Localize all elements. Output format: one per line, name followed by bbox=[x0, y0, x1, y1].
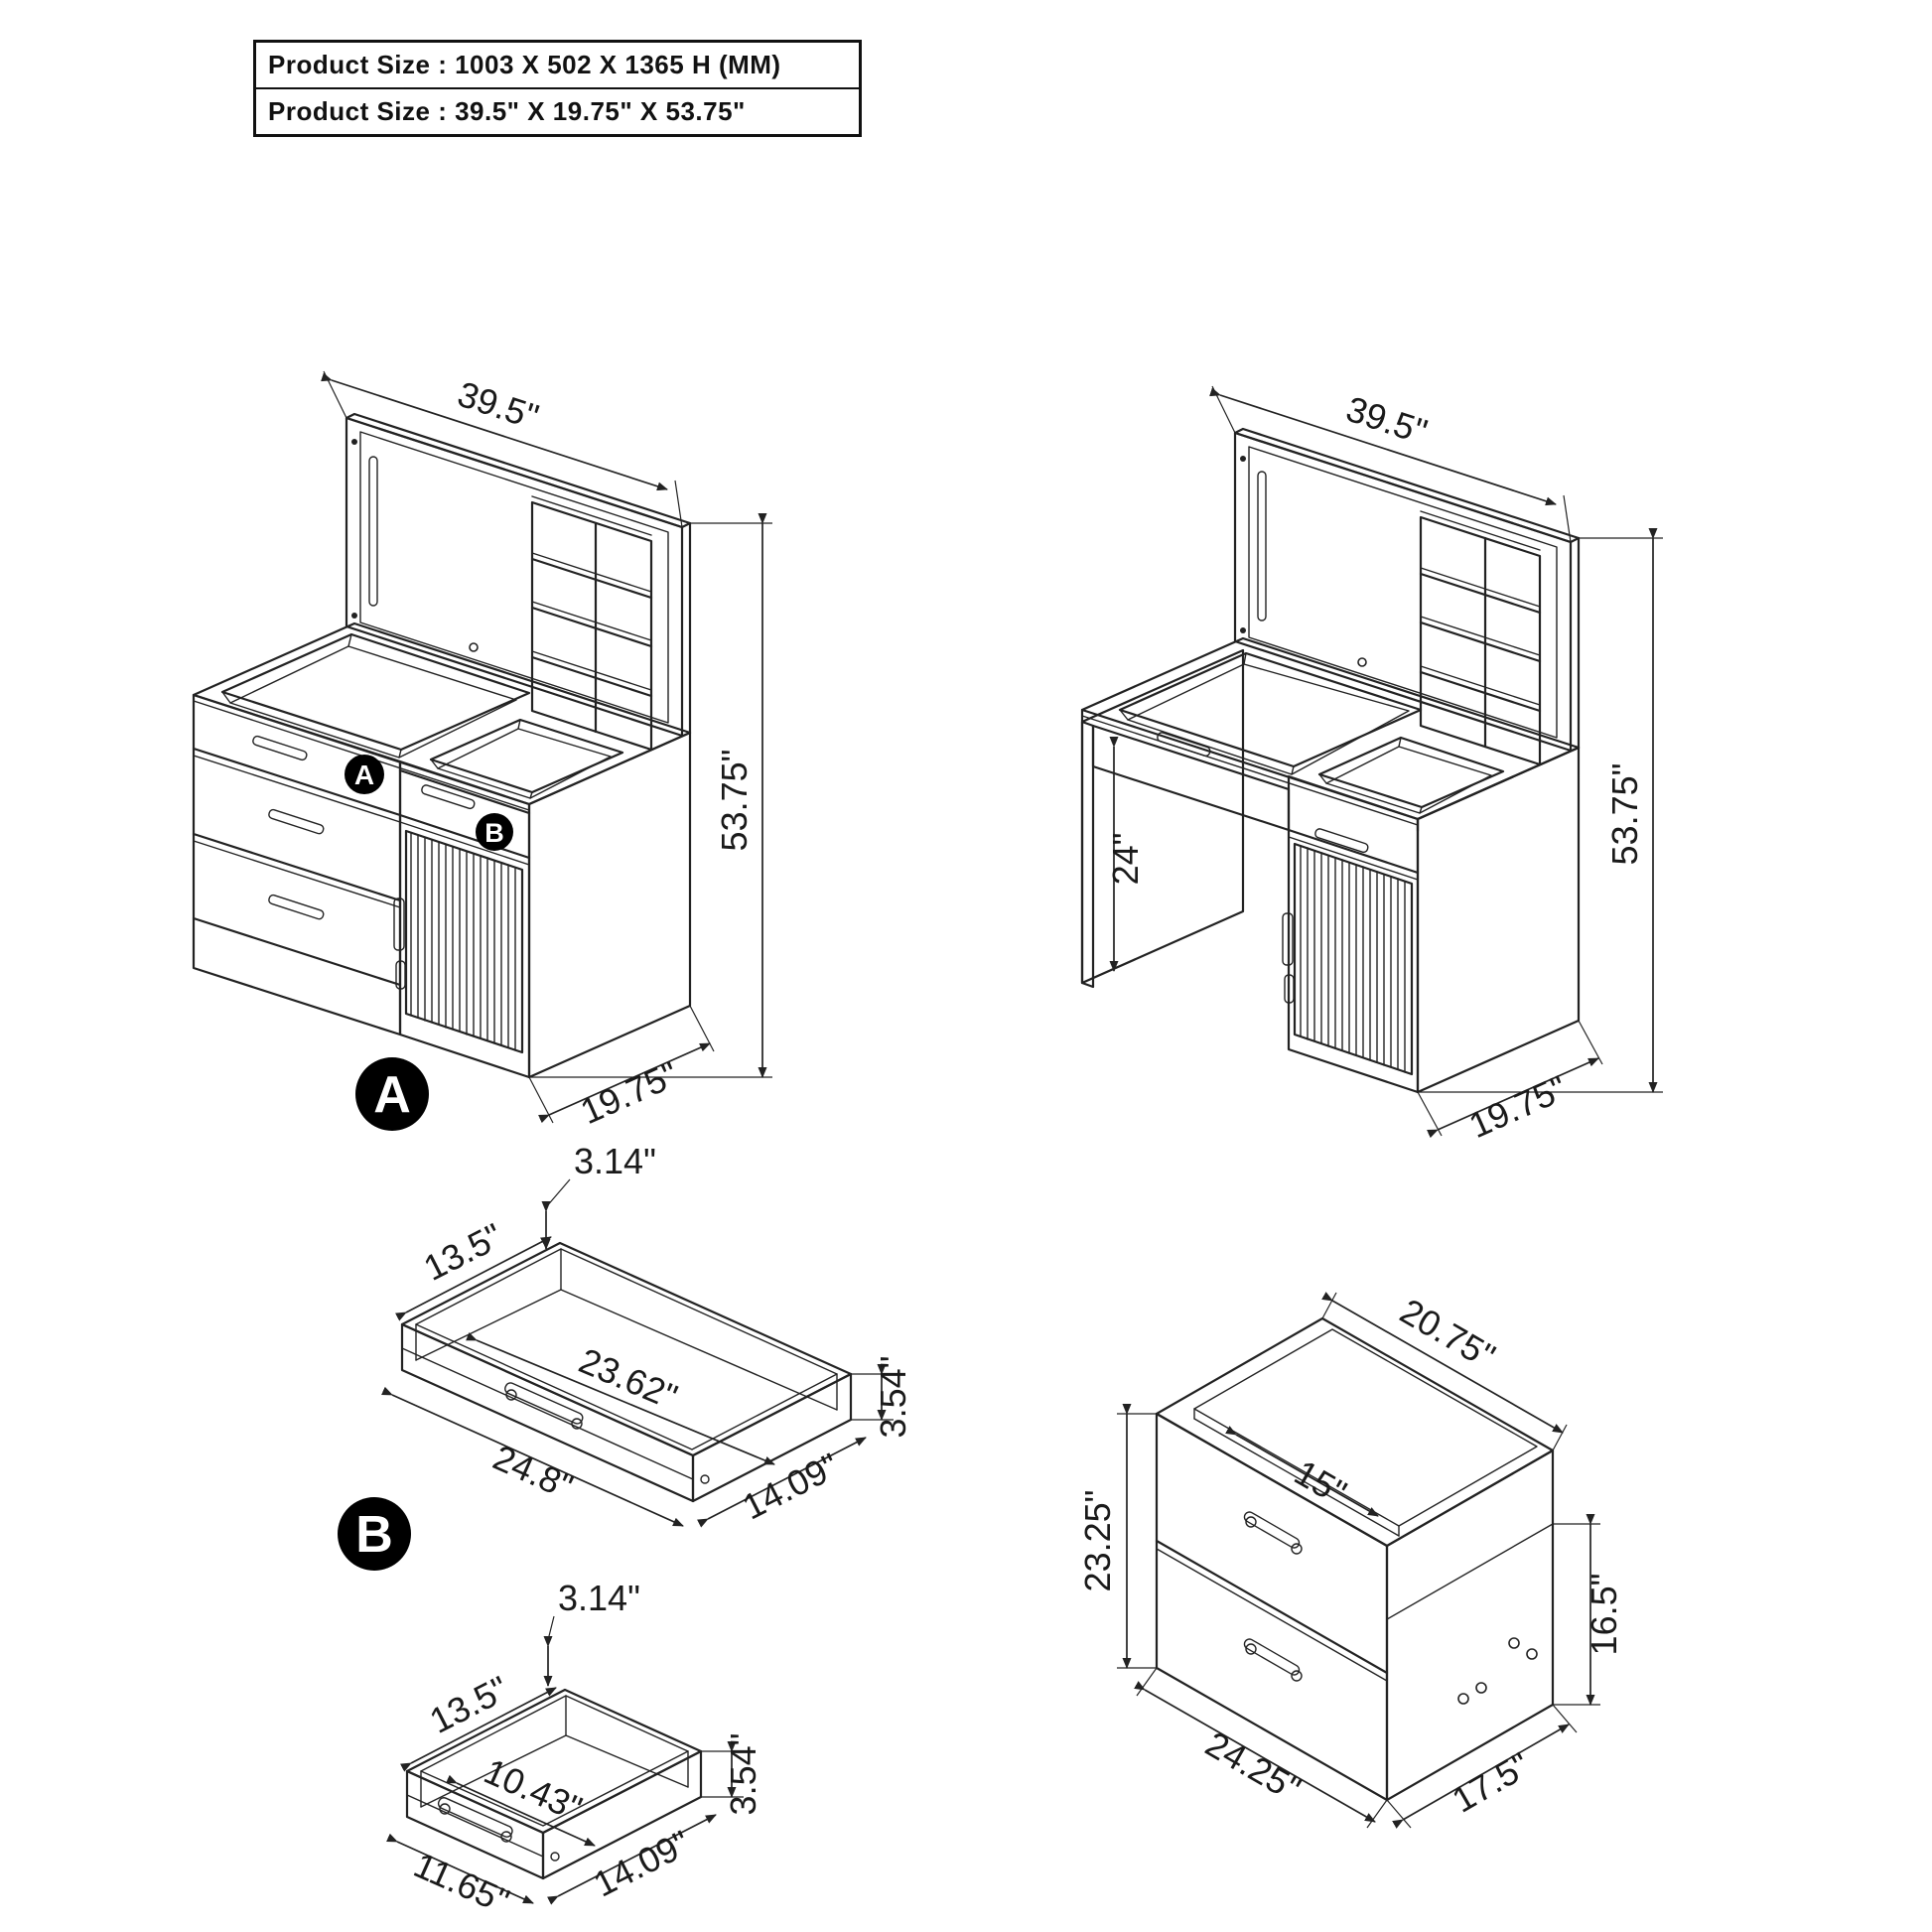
cam-hole-icon bbox=[1458, 1694, 1468, 1704]
marker-b-letter: B bbox=[484, 818, 504, 848]
dim-width: 24.25" bbox=[1198, 1723, 1309, 1810]
marker-a-letter: A bbox=[373, 1066, 411, 1124]
desk-side-panel bbox=[1082, 650, 1243, 987]
dim-height: 23.25" bbox=[1077, 1489, 1118, 1592]
dim-height: 53.75" bbox=[714, 749, 755, 852]
drawer-b-drawing bbox=[298, 1489, 953, 1932]
cabinet-drawing bbox=[1072, 1221, 1727, 1837]
mount-screw-icon bbox=[351, 439, 357, 445]
dim-outer-length: 24.8" bbox=[486, 1437, 580, 1508]
drawer-a-drawing bbox=[308, 1052, 1023, 1529]
vanity-front-view-drawing bbox=[119, 129, 903, 1133]
dim-outer-width: 11.65" bbox=[407, 1844, 516, 1922]
led-strip bbox=[369, 457, 377, 606]
product-size-inches: Product Size : 39.5" X 19.75" X 53.75" bbox=[256, 87, 859, 134]
dim-depth: 19.75" bbox=[574, 1052, 685, 1133]
vanity-side-view-drawing bbox=[1023, 129, 1737, 1147]
dimension-lines bbox=[1077, 1291, 1624, 1828]
mount-screw-icon bbox=[351, 613, 357, 619]
cam-hole-icon bbox=[1476, 1683, 1486, 1693]
slatted-cabinet-door bbox=[394, 831, 522, 1052]
dim-side-height: 16.5" bbox=[1584, 1573, 1624, 1656]
dim-depth: 17.5" bbox=[1445, 1743, 1537, 1821]
product-size-table bbox=[253, 40, 862, 137]
led-strip bbox=[1258, 472, 1266, 621]
dimension-lines bbox=[397, 1578, 763, 1922]
dim-outer-depth: 14.09" bbox=[736, 1445, 846, 1528]
vanity-top-wells bbox=[222, 634, 622, 798]
dim-inner-length: 23.62" bbox=[573, 1339, 684, 1418]
marker-a-letter: A bbox=[353, 759, 375, 790]
dim-knee-clearance: 24" bbox=[1105, 832, 1146, 886]
mirror-power-hole bbox=[470, 643, 478, 651]
marker-a-badge bbox=[355, 1057, 429, 1131]
dim-drawer-height: 3.54" bbox=[873, 1355, 913, 1439]
dim-depth: 19.75" bbox=[1462, 1066, 1574, 1147]
marker-b-badge bbox=[476, 813, 513, 851]
marker-b-badge bbox=[338, 1497, 411, 1571]
product-size-mm: Product Size : 1003 X 502 X 1365 H (MM) bbox=[268, 50, 781, 79]
pedestal-unit bbox=[1283, 748, 1579, 1092]
marker-a-badge bbox=[345, 755, 384, 794]
cam-hole-icon bbox=[1527, 1649, 1537, 1659]
dim-inner-depth: 13.5" bbox=[423, 1667, 515, 1741]
mirror-panel bbox=[346, 414, 690, 736]
cam-hole-icon bbox=[1509, 1638, 1519, 1648]
dim-width: 39.5" bbox=[453, 372, 544, 438]
dim-drawer-height: 3.54" bbox=[723, 1732, 763, 1816]
dim-inner-depth: 13.5" bbox=[417, 1214, 509, 1289]
dim-width: 39.5" bbox=[1341, 387, 1433, 453]
dim-inner-width: 10.43" bbox=[478, 1749, 589, 1830]
desk-top bbox=[1082, 638, 1579, 831]
mirror-power-hole bbox=[1358, 658, 1366, 666]
dimension-lines bbox=[324, 371, 772, 1132]
mirror-panel bbox=[1235, 429, 1579, 751]
mount-screw-icon bbox=[1240, 627, 1246, 633]
vanity-cabinet-outline bbox=[194, 623, 690, 1077]
dim-wall-height: 3.14" bbox=[558, 1578, 640, 1618]
dim-opening-width: 15" bbox=[1288, 1451, 1354, 1514]
dim-height: 53.75" bbox=[1604, 762, 1645, 866]
mount-screw-icon bbox=[1240, 456, 1246, 462]
dim-outer-depth: 14.09" bbox=[587, 1822, 697, 1905]
marker-b-letter: B bbox=[355, 1506, 393, 1564]
dim-wall-height: 3.14" bbox=[574, 1141, 656, 1181]
dim-top-width: 20.75" bbox=[1393, 1290, 1503, 1377]
